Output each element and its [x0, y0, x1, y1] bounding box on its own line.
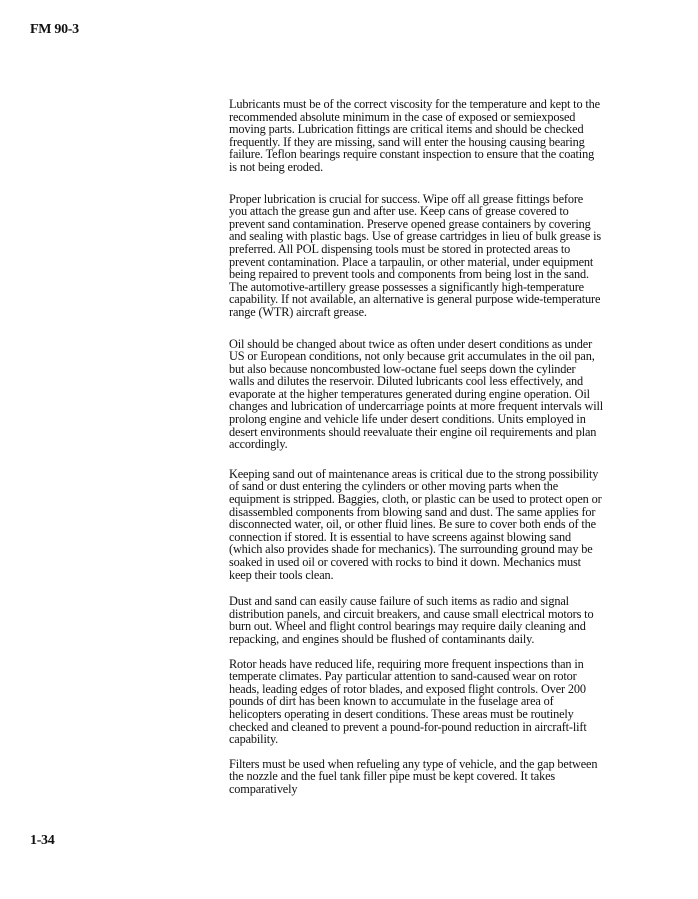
page-number: 1-34: [30, 833, 55, 848]
paragraph-oil-changes: Oil should be changed about twice as often under desert conditions as under US or European conditions, not only because grit accumulates in the oil pan, but also because noncombusted low-octane fuel seeps down the cylinder walls and dilutes the reservoir. Diluted lubricants cool less effectively, and evaporate at the higher temperatures generated during engine operation. Oil changes and lubrication of undercarriage points at more frequent intervals will prolong engine and vehicle life under desert conditions. Units employed in desert environments should reevaluate their engine oil requirements and plan accordingly.: [229, 336, 603, 452]
paragraph-filters: Filters must be used when refueling any type of vehicle, and the gap between the nozzle and the fuel tank filler pipe must be kept covered. It takes comparatively: [229, 756, 598, 796]
paragraph-proper-lubrication: Proper lubrication is crucial for success. Wipe off all grease fittings before you attach the grease gun and after use. Keep cans of grease covered to prevent sand contamination. Preserve opened grease containers by covering and sealing with plastic bags. Use of grease cartridges in lieu of bulk grease is preferred. All POL dispensing tools must be stored in protected areas to prevent contamination. Place a tarpaulin, or other material, under equipment being repaired to prevent tools and components from being lost in the sand. The automotive-artillery grease possesses a significantly high-temperature capability. If not available, an alternative is general purpose wide-temperature range (WTR) aircraft grease.: [229, 191, 602, 319]
paragraph-dust-and-sand: Dust and sand can easily cause failure of such items as radio and signal distribution panels, and circuit breakers, and cause small electrical motors to burn out. Wheel and flight control bearings may require daily cleaning and repacking, and engines should be flushed of contaminants daily.: [229, 594, 594, 646]
paragraph-lubricant-viscosity: Lubricants must be of the correct viscosity for the temperature and kept to the recommended absolute minimum in the case of exposed or semiexposed moving parts. Lubrication fittings are critical items and should be checked frequently. If they are missing, sand will enter the housing causing bearing failure. Teflon bearings require constant inspection to ensure that the coating is not being eroded.: [229, 97, 600, 174]
paragraph-rotor-heads: Rotor heads have reduced life, requiring more frequent inspections than in temperate climates. Pay particular attention to sand-caused wear on rotor heads, leading edges of rotor blades, and exposed flight controls. Over 200 pounds of dirt has been known to accumulate in the fuselage area of helicopters operating in desert conditions. These areas must be routinely checked and cleaned to prevent a pound-for-pound reduction in aircraft-lift capability.: [229, 656, 587, 747]
paragraph-maintenance-areas: Keeping sand out of maintenance areas is critical due to the strong possibility of sand or dust entering the cylinders or other moving parts when the equipment is stripped. Baggies, cloth, or plastic can be used to protect open or disassembled components from blowing sand and dust. The same applies for disconnected water, oil, or other fluid lines. Be sure to cover both ends of the connection if stored. It is essential to have screens against blowing sand (which also provides shade for mechanics). The surrounding ground may be soaked in used oil or covered with rocks to bind it down. Mechanics must keep their tools clean.: [229, 466, 602, 582]
body-text: [229, 98, 603, 796]
manual-id-header: FM 90-3: [30, 22, 79, 37]
